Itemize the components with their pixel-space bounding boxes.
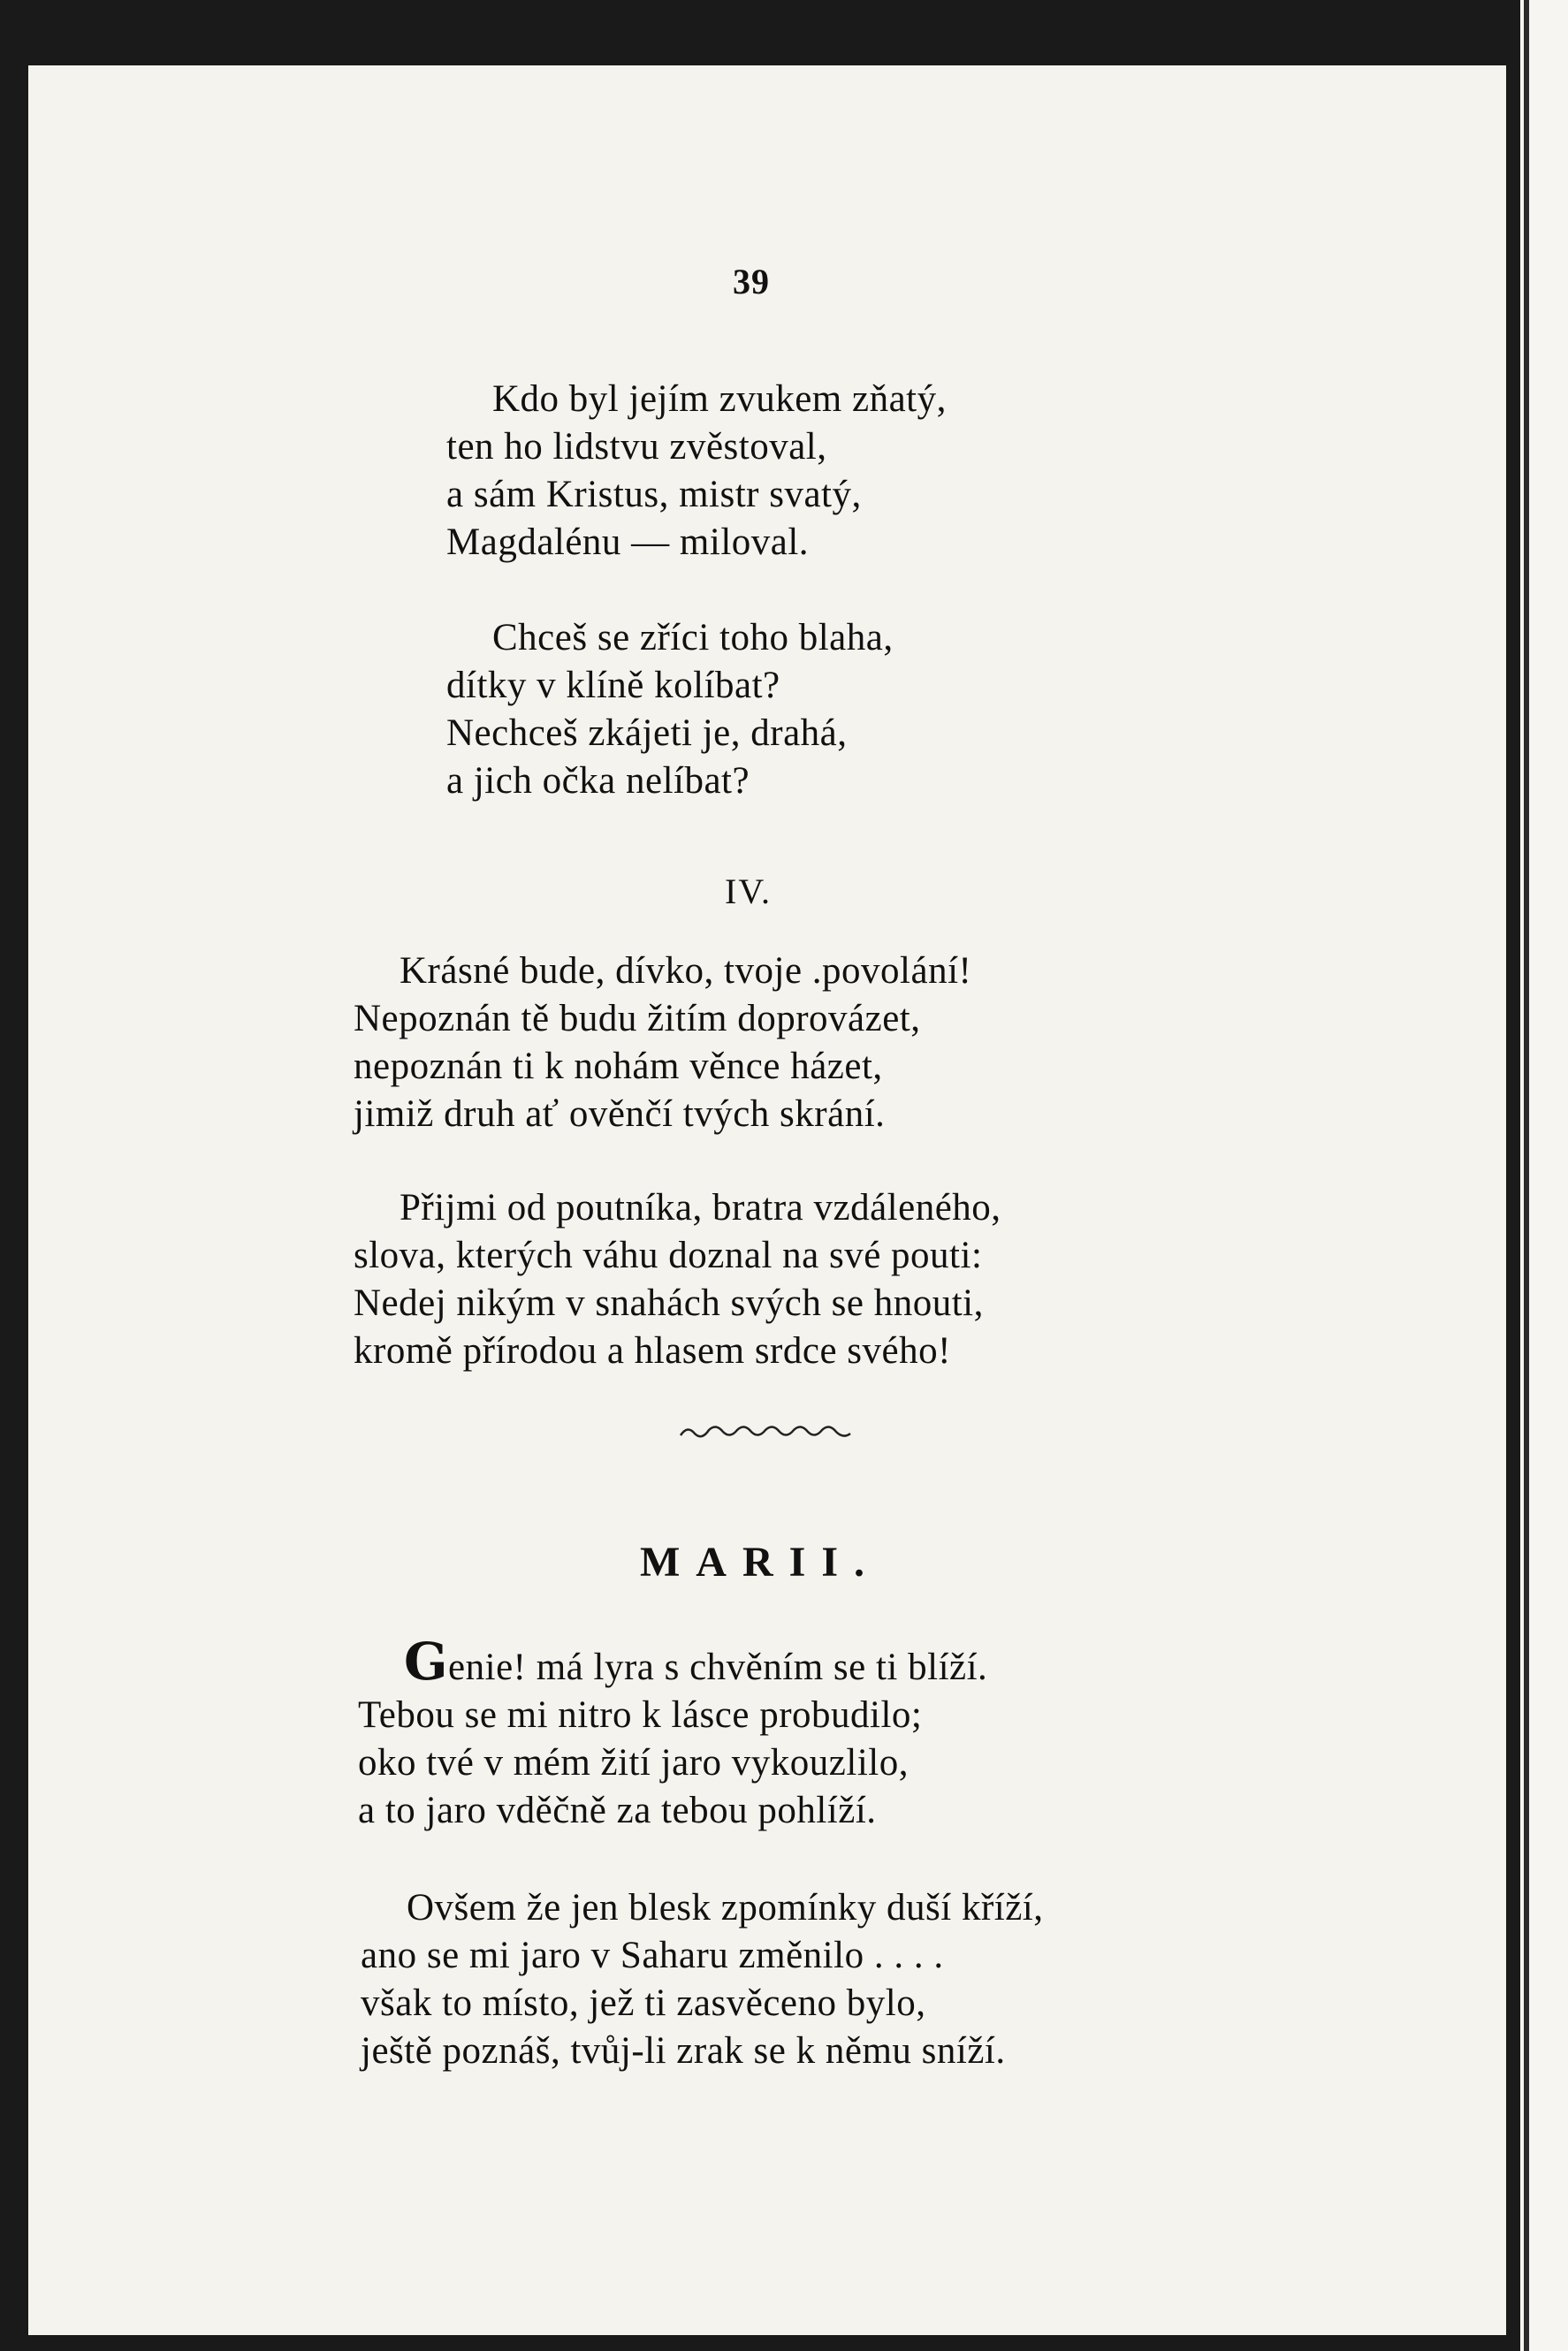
verse-line-text: enie! má lyra s chvěním se ti blíží. — [448, 1647, 988, 1688]
verse-line: Tebou se mi nitro k lásce probudilo; — [358, 1694, 923, 1736]
stanza-iv-1 — [354, 947, 971, 1138]
verse-line: Nepoznán tě budu žitím doprovázet, — [354, 998, 921, 1039]
page-edge — [1520, 0, 1568, 2351]
poem-title: MARII. — [640, 1539, 880, 1586]
stanza-marii-2 — [361, 1884, 1044, 2075]
verse-line: dítky v klíně kolíbat? — [446, 665, 780, 706]
verse-line: slova, kterých váhu doznal na své pouti: — [354, 1235, 983, 1276]
verse-line: Nedej nikým v snahách svých se hnouti, — [354, 1282, 984, 1324]
stanza-2 — [446, 614, 894, 805]
verse-line: ještě poznáš, tvůj-li zrak se k němu sníží. — [361, 2030, 1006, 2072]
verse-line: kromě přírodou a hlasem srdce svého! — [354, 1330, 951, 1372]
stanza-marii-1 — [358, 1632, 988, 1835]
verse-line: ten ho lidstvu zvěstoval, — [446, 426, 827, 468]
verse-line: nepoznán ti k nohám věnce házet, — [354, 1046, 883, 1087]
stanza-iv-2 — [354, 1184, 1001, 1375]
verse-line: Magdalénu — miloval. — [446, 521, 810, 563]
verse-line: Nechceš zkájeti je, drahá, — [446, 712, 848, 754]
page-edge-line — [1524, 0, 1529, 2351]
verse-line: Kdo byl jejím zvukem zňatý, — [492, 378, 947, 420]
verse-line: a to jaro vděčně za tebou pohlíží. — [358, 1790, 877, 1831]
verse-line: však to místo, jež ti zasvěceno bylo, — [361, 1982, 926, 2024]
verse-line: a jich očka nelíbat? — [446, 760, 750, 802]
page-number: 39 — [733, 262, 770, 301]
verse-line: a sám Kristus, mistr svatý, — [446, 474, 862, 515]
verse-line: Krásné bude, dívko, tvoje .povolání! — [400, 950, 972, 992]
verse-line: Ovšem že jen blesk zpomínky duší kříží, — [407, 1887, 1044, 1929]
stanza-1 — [446, 376, 947, 567]
section-number: IV. — [725, 871, 773, 911]
verse-line: oko tvé v mém žití jaro vykouzlilo, — [358, 1742, 909, 1784]
verse-line-first — [358, 1632, 988, 1692]
verse-line: ano se mi jaro v Saharu změnilo . . . . — [361, 1935, 944, 1976]
wavy-line-ornament-icon — [679, 1421, 852, 1445]
verse-line: Chceš se zříci toho blaha, — [492, 617, 894, 658]
verse-line: Přijmi od poutníka, bratra vzdáleného, — [400, 1187, 1001, 1229]
verse-line: jimiž druh ať ověnčí tvých skrání. — [354, 1093, 886, 1135]
dropcap: G — [404, 1632, 449, 1692]
